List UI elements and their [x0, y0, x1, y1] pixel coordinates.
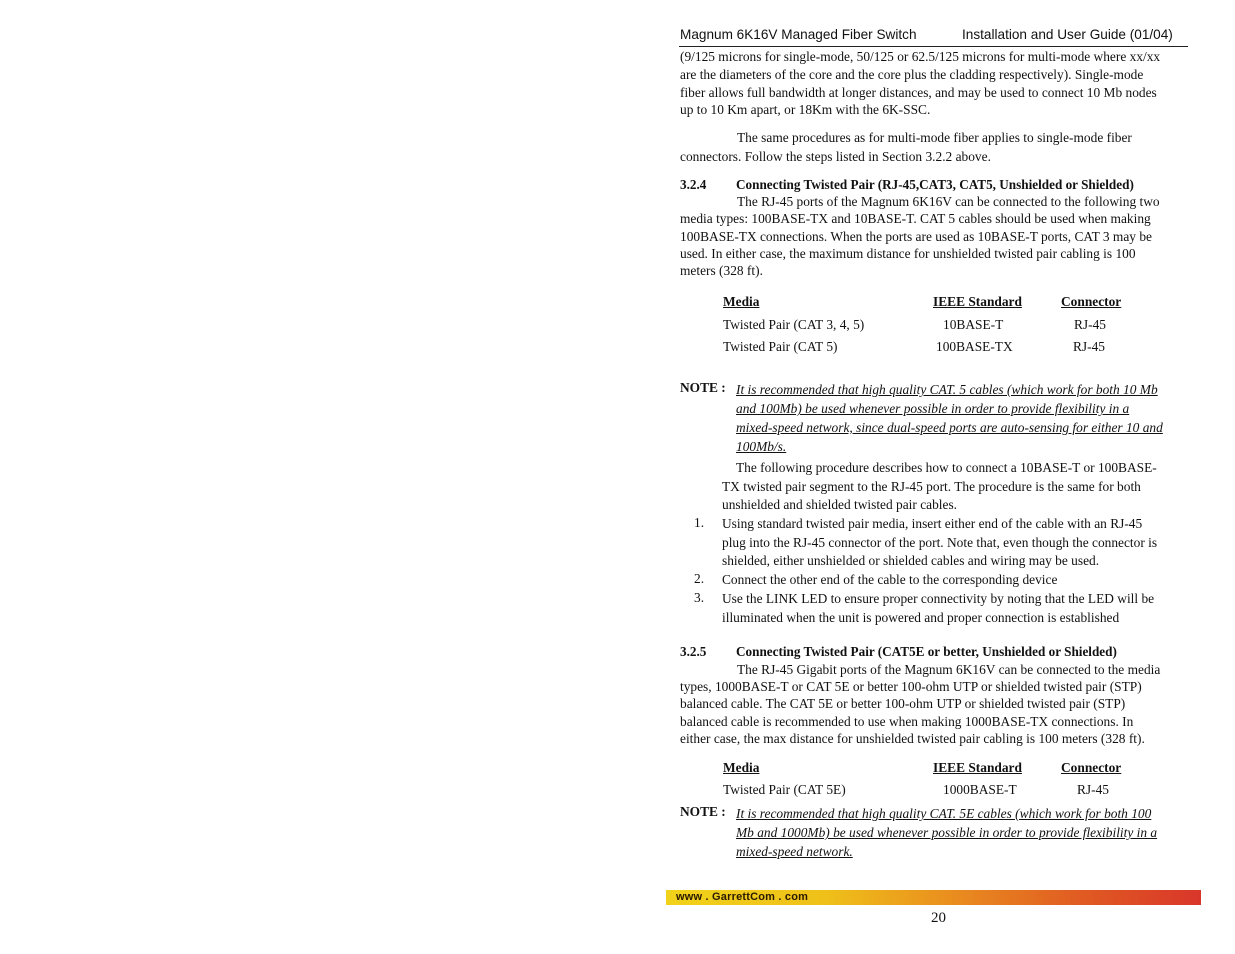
procedure-line: The following procedure describes how to connect a 10BASE-T or 100BASE-: [736, 460, 1157, 475]
table-cell-media: Twisted Pair (CAT 5E): [723, 782, 846, 797]
paragraph-line: balanced cable. The CAT 5E or better 100-ohm UTP or shielded twisted pair (STP): [680, 696, 1126, 712]
step-line: Use the LINK LED to ensure proper connectivity by noting that the LED will be: [722, 591, 1155, 606]
step-number: 3.: [694, 590, 705, 605]
running-header-guide: Installation and User Guide (01/04): [962, 27, 1173, 42]
step-text: [722, 515, 1188, 571]
paragraph-line: The RJ-45 ports of the Magnum 6K16V can be connected to the following two: [737, 194, 1160, 209]
note-line: mixed-speed network, since dual-speed ports are auto-sensing for either 10 and: [736, 420, 1163, 435]
table-header-media: Media: [723, 760, 760, 775]
intro-paragraph-2: [680, 128, 1192, 166]
paragraph-line: meters (328 ft).: [680, 263, 763, 279]
section-number: 3.2.4: [680, 177, 707, 192]
note-line: It is recommended that high quality CAT. 5E cables (which work for both 100: [736, 806, 1152, 821]
note-line: Mb and 1000Mb) be used whenever possible in order to provide flexibility in a: [736, 825, 1158, 840]
procedure-intro: [722, 459, 1192, 515]
table-cell-connector: RJ-45: [1073, 339, 1105, 354]
step-number: 2.: [694, 571, 705, 586]
step-line: shielded, either unshielded or shielded cables and wiring may be used.: [722, 553, 1100, 568]
note-line: It is recommended that high quality CAT. 5 cables (which work for both 10 Mb: [736, 382, 1158, 397]
step-line: Connect the other end of the cable to the corresponding device: [722, 572, 1058, 587]
table-cell-connector: RJ-45: [1077, 782, 1109, 797]
paragraph-line: types, 1000BASE-T or CAT 5E or better 100-ohm UTP or shielded twisted pair (STP): [680, 679, 1142, 695]
table-cell-media: Twisted Pair (CAT 3, 4, 5): [723, 317, 865, 332]
step-text: [722, 590, 1188, 627]
step-line: Using standard twisted pair media, insert either end of the cable with an RJ-45: [722, 516, 1143, 531]
table-cell-media: Twisted Pair (CAT 5): [723, 339, 838, 354]
section-title: Connecting Twisted Pair (CAT5E or better, Unshielded or Shielded): [736, 644, 1117, 659]
section-number: 3.2.5: [680, 644, 707, 659]
note-label: NOTE :: [680, 380, 726, 395]
intro-line: are the diameters of the core and the core plus the cladding respectively). Single-mode: [680, 66, 1144, 82]
section-324-paragraph: [680, 193, 1192, 279]
section-heading-324: [680, 177, 1134, 193]
paragraph-line: balanced cable is recommended to use when making 1000BASE-TX connections. In: [680, 713, 1134, 729]
intro-line: (9/125 microns for single-mode, 50/125 or 62.5/125 microns for multi-mode where xx/xx: [680, 49, 1161, 64]
table-cell-standard: 10BASE-T: [943, 317, 1004, 332]
table-cell-connector: RJ-45: [1074, 317, 1106, 332]
step-number: 1.: [694, 515, 705, 530]
paragraph-line: either case, the max distance for unshielded twisted pair cabling is 100 meters (328 ft).: [680, 730, 1145, 746]
section-title: Connecting Twisted Pair (RJ-45,CAT3, CAT5, Unshielded or Shielded): [736, 177, 1134, 192]
step-text: [722, 571, 1188, 590]
table-header-media: Media: [723, 294, 760, 309]
table-cell-standard: 100BASE-TX: [936, 339, 1013, 354]
note-line: 100Mb/s.: [736, 439, 787, 454]
paragraph-line: The RJ-45 Gigabit ports of the Magnum 6K16V can be connected to the media: [737, 662, 1161, 677]
step-line: illuminated when the unit is powered and proper connection is established: [722, 609, 1120, 625]
intro-p2-line: The same procedures as for multi-mode fiber applies to single-mode fiber: [737, 130, 1132, 145]
table-header-ieee: IEEE Standard: [933, 760, 1022, 775]
procedure-line: TX twisted pair segment to the RJ-45 port. The procedure is the same for both: [722, 478, 1141, 494]
page-number: 20: [931, 910, 946, 926]
table-header-connector: Connector: [1061, 294, 1122, 309]
intro-line: fiber allows full bandwidth at longer distances, and may be used to connect 10 Mb nodes: [680, 84, 1157, 100]
table-cell-standard: 1000BASE-T: [943, 782, 1017, 797]
procedure-line: unshielded and shielded twisted pair cables.: [722, 497, 958, 513]
intro-line: up to 10 Km apart, or 18Km with the 6K-SSC.: [680, 102, 931, 118]
running-header-title: Magnum 6K16V Managed Fiber Switch: [680, 27, 917, 42]
table-header-ieee: IEEE Standard: [933, 294, 1022, 309]
note-text: [736, 380, 1191, 456]
note-label: NOTE :: [680, 804, 726, 819]
header-rule: [679, 46, 1188, 47]
paragraph-line: used. In either case, the maximum distance for unshielded twisted pair cabling is 100: [680, 245, 1136, 261]
footer-website-link[interactable]: www . GarrettCom . com: [676, 891, 809, 903]
intro-p2-line: connectors. Follow the steps listed in Section 3.2.2 above.: [680, 149, 991, 164]
step-line: plug into the RJ-45 connector of the port. Note that, even though the connector is: [722, 534, 1158, 550]
note-line: and 100Mb) be used whenever possible in order to provide flexibility in a: [736, 401, 1130, 416]
section-heading-325: [680, 644, 1117, 660]
note-text: [736, 804, 1191, 861]
note-line: mixed-speed network.: [736, 844, 853, 859]
section-325-paragraph: [680, 661, 1192, 747]
paragraph-line: media types: 100BASE-TX and 10BASE-T. CAT 5 cables should be used when making: [680, 211, 1151, 227]
intro-paragraph: [680, 48, 1192, 119]
table-header-connector: Connector: [1061, 760, 1122, 775]
paragraph-line: 100BASE-TX connections. When the ports are used as 10BASE-T ports, CAT 3 may be: [680, 228, 1152, 244]
